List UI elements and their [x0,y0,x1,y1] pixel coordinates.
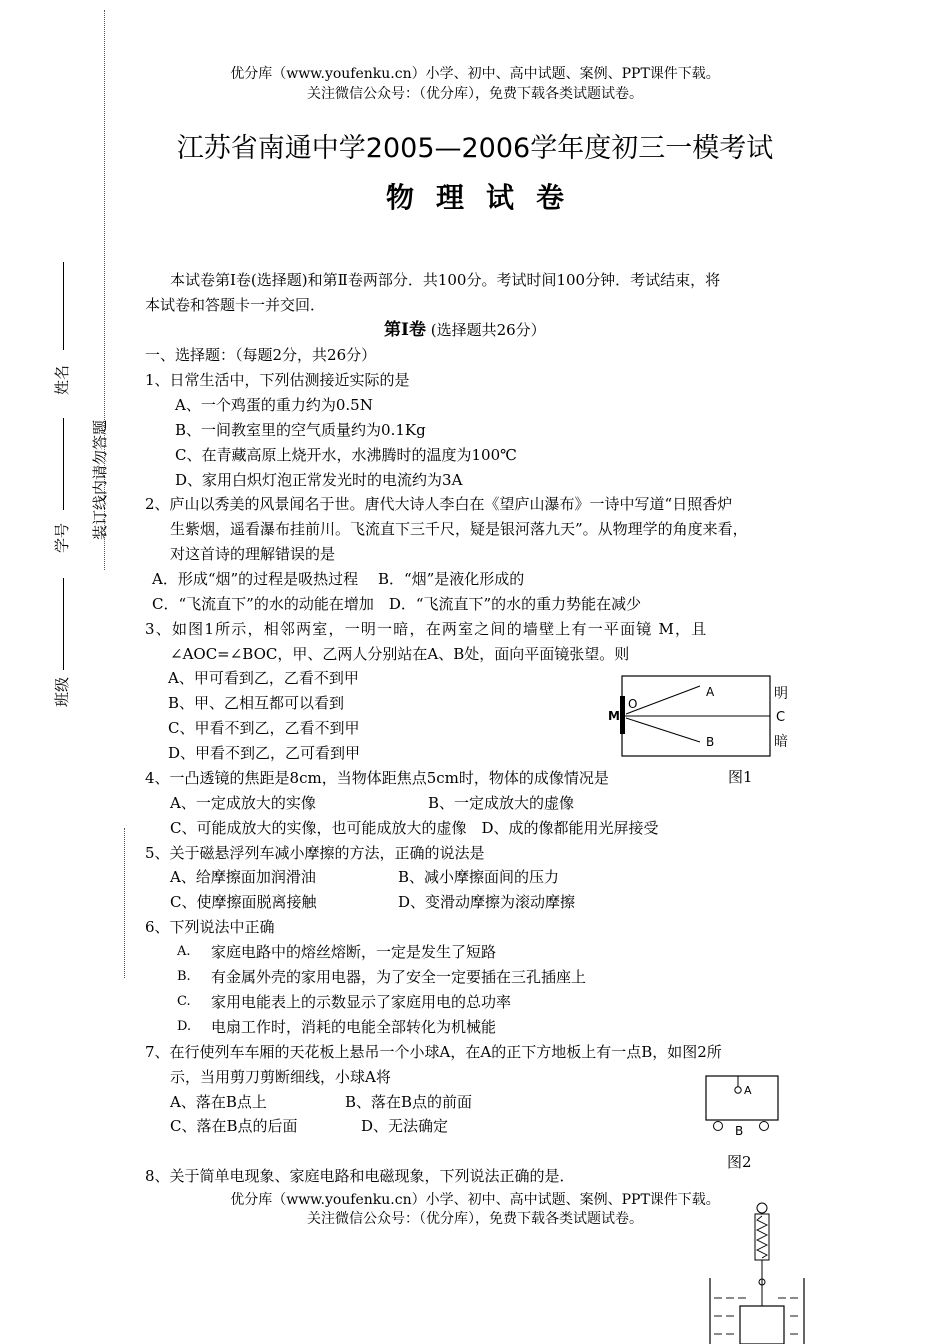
figure-3-spring-beaker [700,1198,810,1344]
q1-option-d: D、家用白炽灯泡正常发光时的电流约为3A [175,471,463,489]
figure-1-caption: 图1 [728,768,753,786]
q5-option-a: A、给摩擦面加润滑油 [170,868,316,886]
q3-option-a: A、甲可看到乙，乙看不到甲 [168,669,359,687]
header-line-2: 关注微信公众号：（优分库），免费下载各类试题试卷。 [307,86,643,102]
q6-option-a-key: A. [177,944,191,959]
part1-note: (选择题共26分） [430,321,546,339]
margin-name-label: 姓名 [53,365,71,396]
q7-option-d: D、无法确定 [361,1117,449,1135]
student-no-blank-line [63,418,64,510]
q7-stem-line-2: 示，当用剪刀剪断细线，小球A将 [170,1068,391,1086]
part1-title: 第Ⅰ卷 [384,320,426,340]
q6-option-d-key: D. [177,1019,192,1034]
fig1-label-b: B [706,735,715,749]
exam-title: 江苏省南通中学2005—2006学年度初三一模考试 [176,133,774,164]
q7-option-b: B、落在B点的前面 [345,1093,473,1111]
fig1-label-c: C [776,710,786,725]
figure-2-diagram [700,1070,790,1140]
part1-heading [384,319,546,341]
margin-student-no-label: 学号 [53,523,71,554]
q2-stem-line-1: 2、庐山以秀美的风景闻名于世。唐代大诗人李白在《望庐山瀑布》一诗中写道“日照香炉 [145,495,733,513]
q6-option-a: 家庭电路中的熔丝熔断，一定是发生了短路 [211,943,497,961]
q2-stem-line-2: 生紫烟，遥看瀑布挂前川。飞流直下三千尺，疑是银河落九天”。从物理学的角度来看， [170,520,748,538]
fig1-mirror [620,696,625,734]
q5-option-d: D、变滑动摩擦为滚动摩擦 [398,893,576,911]
intro-line-2: 本试卷和答题卡一并交回． [145,296,326,314]
fig2-ball [735,1087,741,1093]
q2-stem-line-3: 对这首诗的理解错误的是 [170,545,336,563]
q1-option-a: A、一个鸡蛋的重力约为0.5N [175,396,373,414]
fig2-label-b: B [735,1124,744,1138]
margin-class-label: 班级 [53,677,71,708]
q4-options-cd: C、可能成放大的实像，也可能成放大的虚像 D、成的像都能用光屏接受 [170,819,659,837]
fig1-label-dark: 暗 [774,734,788,750]
header-line-1: 优分库（www.youfenku.cn）小学、初中、高中试题、案例、PPT课件下载。 [230,66,720,82]
q3-option-c: C、甲看不到乙，乙看不到甲 [168,719,360,737]
q3-stem-line-2: ∠AOC=∠BOC，甲、乙两人分别站在A、B处，面向平面镜张望。则 [170,645,630,663]
fig1-label-m: M [608,709,620,723]
q5-stem: 5、关于磁悬浮列车减小摩擦的方法，正确的说法是 [145,844,485,862]
fig1-ray-ob [626,718,700,742]
q6-stem: 6、下列说法中正确 [145,918,275,936]
figure-1-diagram [600,668,800,758]
section-1-heading: 一、选择题：（每题2分，共26分） [145,346,377,364]
q1-option-b: B、一间教室里的空气质量约为0.1Kg [175,421,426,439]
q6-option-d: 电扇工作时，消耗的电能全部转化为机械能 [211,1018,497,1036]
q7-option-a: A、落在B点上 [170,1093,267,1111]
footer-line-2: 关注微信公众号：（优分库），免费下载各类试题试卷。 [307,1211,643,1227]
class-blank-line [63,578,64,670]
q6-option-b-key: B. [177,969,191,984]
q4-option-a: A、一定成放大的实像 [170,794,316,812]
q1-option-c: C、在青藏高原上烧开水，水沸腾时的温度为100℃ [175,446,517,464]
q4-stem: 4、一凸透镜的焦距是8cm，当物体距焦点5cm时，物体的成像情况是 [145,769,609,787]
q6-option-c-key: C. [177,994,191,1009]
q6-option-c: 家用电能表上的示数显示了家庭用电的总功率 [211,993,512,1011]
figure-2-caption: 图2 [727,1153,752,1171]
q1-stem: 1、日常生活中，下列估测接近实际的是 [145,371,410,389]
q8-stem: 8、关于简单电现象、家庭电路和电磁现象，下列说法正确的是． [145,1167,575,1185]
footer-line-1: 优分库（www.youfenku.cn）小学、初中、高中试题、案例、PPT课件下载。 [230,1192,720,1208]
fig3-hook [757,1203,767,1213]
fig3-block [740,1306,784,1344]
binding-dotted-line-lower [124,828,125,978]
fig3-spring [757,1216,767,1258]
fig2-carriage [706,1076,778,1120]
q7-option-c: C、落在B点的后面 [170,1117,298,1135]
q6-option-b: 有金属外壳的家用电器，为了安全一定要插在三孔插座上 [211,968,587,986]
fig2-wheel-right [760,1122,769,1131]
q3-option-d: D、甲看不到乙，乙可看到甲 [168,744,361,762]
q5-option-b: B、减小摩擦面间的压力 [398,868,560,886]
q5-option-c: C、使摩擦面脱离接触 [170,893,317,911]
q7-stem-line-1: 7、在行使列车车厢的天花板上悬吊一个小球A，在A的正下方地板上有一点B，如图2所 [145,1043,722,1061]
fig2-label-a: A [744,1084,752,1097]
q4-option-b: B、一定成放大的虚像 [428,794,575,812]
q3-option-b: B、甲、乙相互都可以看到 [168,694,345,712]
q3-stem-line-1: 3、如图1所示，相邻两室，一明一暗，在两室之间的墙壁上有一平面镜 M，且 [145,620,708,638]
margin-notice: 装订线内请勿答题 [91,420,109,541]
intro-line-1: 本试卷第Ⅰ卷(选择题)和第Ⅱ卷两部分．共100分。考试时间100分钟．考试结束，将 [170,271,721,289]
fig1-label-o: O [628,697,638,711]
fig1-label-bright: 明 [774,686,788,702]
fig2-wheel-left [714,1122,723,1131]
q2-options-cd: C．“飞流直下”的水的动能在增加 D．“飞流直下”的水的重力势能在减少 [152,595,642,613]
q2-options-ab: A．形成“烟”的过程是吸热过程 B．“烟”是液化形成的 [152,570,525,588]
fig1-label-a: A [706,685,715,699]
name-blank-line [63,262,64,350]
exam-subtitle: 物理试卷 [385,181,586,214]
